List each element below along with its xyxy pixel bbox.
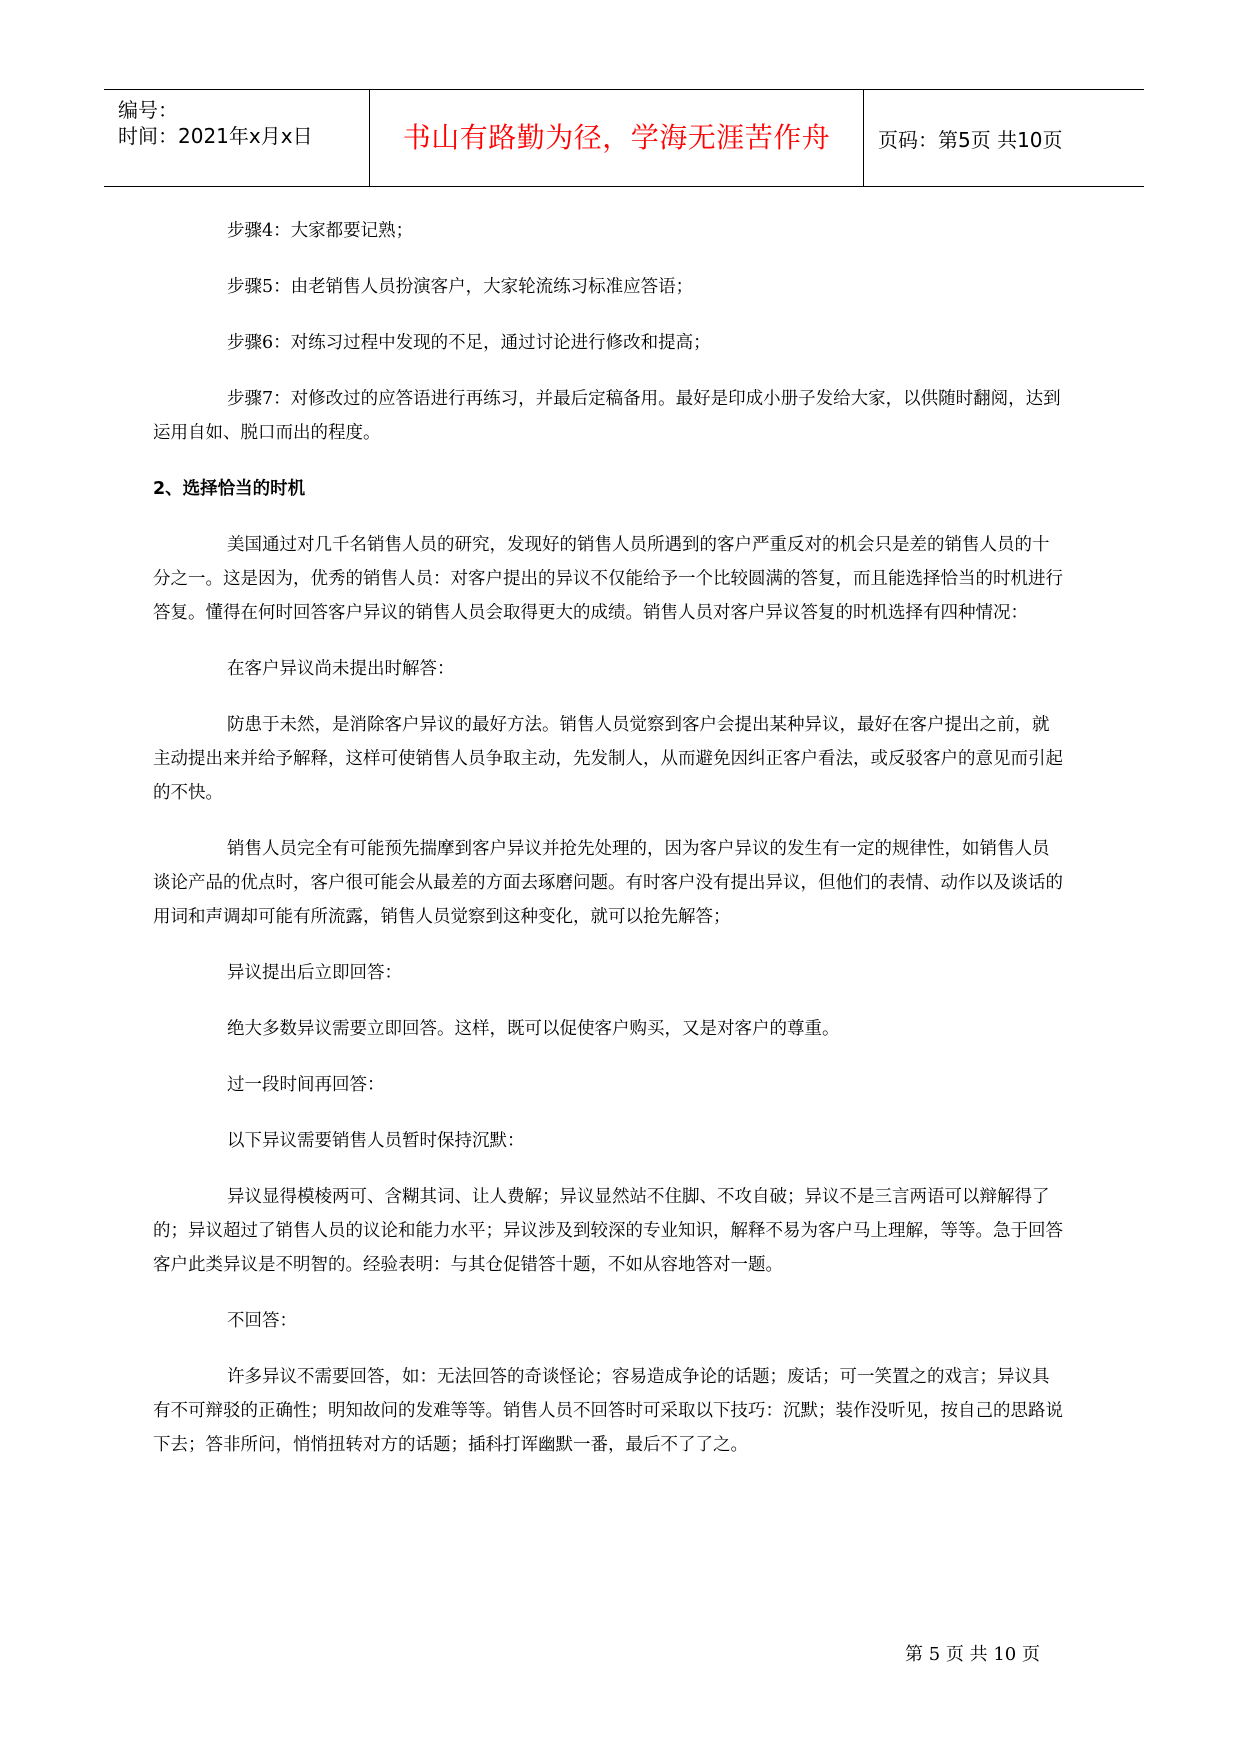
paragraph-step-7: 步骤7：对修改过的应答语进行再练习，并最后定稿备用。最好是印成小册子发给大家，以供随时翻阅，达到运用自如、脱口而出的程度。 bbox=[153, 389, 1061, 443]
document-body bbox=[153, 214, 1064, 1484]
document-number-label: 编号： bbox=[118, 98, 178, 122]
paragraph-step-4: 步骤4：大家都要记熟； bbox=[227, 221, 414, 241]
header-page-code: 页码：第5页 共10页 bbox=[878, 128, 1063, 152]
paragraph: 销售人员完全有可能预先揣摩到客户异议并抢先处理的，因为客户异议的发生有一定的规律性，如销售人员谈论产品的优点时，客户很可能会从最差的方面去琢磨问题。有时客户没有提出异议，但他们的表情、动作以及谈话的用词和声调却可能有所流露，销售人员觉察到这种变化，就可以抢先解答； bbox=[153, 839, 1063, 927]
header-page-cell bbox=[864, 90, 1144, 186]
paragraph: 许多异议不需要回答，如：无法回答的奇谈怪论；容易造成争论的话题；废话；可一笑置之的戏言；异议具有不可辩驳的正确性；明知故问的发难等等。销售人员不回答时可采取以下技巧：沉默；装作没听见，按自己的思路说下去；答非所问，悄悄扭转对方的话题；插科打诨幽默一番，最后不了了之。 bbox=[153, 1367, 1063, 1455]
page-footer: 第 5 页 共 10 页 bbox=[905, 1644, 1040, 1665]
paragraph: 绝大多数异议需要立即回答。这样，既可以促使客户购买，又是对客户的尊重。 bbox=[227, 1019, 840, 1039]
paragraph: 异议提出后立即回答： bbox=[227, 963, 402, 983]
header-info-cell bbox=[104, 90, 370, 186]
header-motto: 书山有路勤为径，学海无涯苦作舟 bbox=[402, 121, 831, 154]
paragraph: 以下异议需要销售人员暂时保持沉默： bbox=[227, 1131, 525, 1151]
paragraph: 美国通过对几千名销售人员的研究，发现好的销售人员所遇到的客户严重反对的机会只是差的销售人员的十分之一。这是因为，优秀的销售人员：对客户提出的异议不仅能给予一个比较圆满的答复，而且能选择恰当的时机进行答复。懂得在何时回答客户异议的销售人员会取得更大的成绩。销售人员对客户异议答复的时机选择有四种情况： bbox=[153, 535, 1063, 623]
paragraph-step-6: 步骤6：对练习过程中发现的不足，通过讨论进行修改和提高； bbox=[227, 333, 711, 353]
paragraph-step-5: 步骤5：由老销售人员扮演客户，大家轮流练习标准应答语； bbox=[227, 277, 694, 297]
document-time-label: 时间：2021年x月x日 bbox=[118, 124, 313, 148]
paragraph: 不回答： bbox=[227, 1311, 297, 1331]
paragraph: 异议显得模棱两可、含糊其词、让人费解；异议显然站不住脚、不攻自破；异议不是三言两语可以辩解得了的；异议超过了销售人员的议论和能力水平；异议涉及到较深的专业知识，解释不易为客户马上理解，等等。急于回答客户此类异议是不明智的。经验表明：与其仓促错答十题，不如从容地答对一题。 bbox=[153, 1187, 1063, 1275]
paragraph: 过一段时间再回答： bbox=[227, 1075, 385, 1095]
document-header bbox=[104, 89, 1144, 187]
header-motto-cell bbox=[370, 90, 864, 186]
section-heading: 2、选择恰当的时机 bbox=[153, 479, 306, 499]
paragraph: 防患于未然，是消除客户异议的最好方法。销售人员觉察到客户会提出某种异议，最好在客户提出之前，就主动提出来并给予解释，这样可使销售人员争取主动，先发制人，从而避免因纠正客户看法，或反驳客户的意见而引起的不快。 bbox=[153, 715, 1063, 803]
paragraph: 在客户异议尚未提出时解答： bbox=[227, 659, 455, 679]
